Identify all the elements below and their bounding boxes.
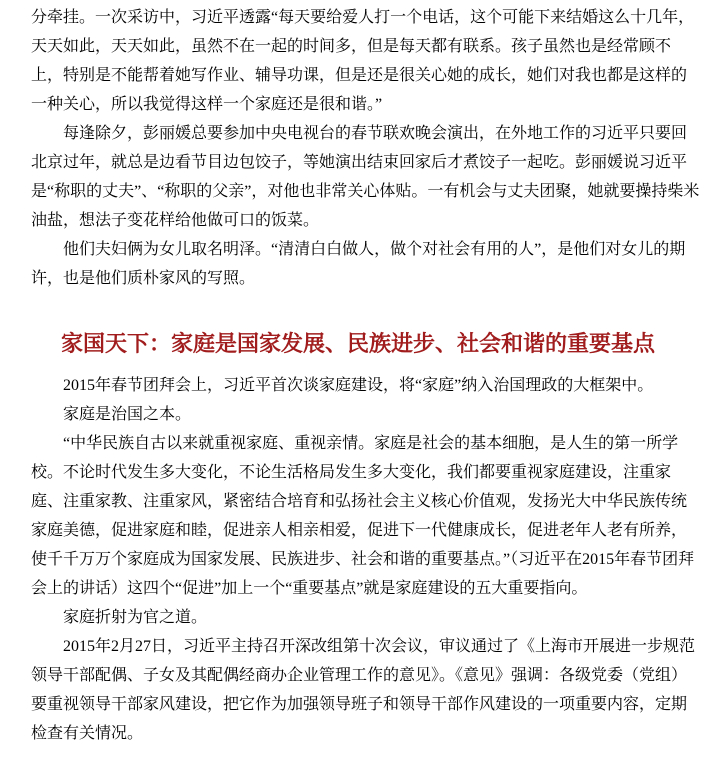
paragraph: 2015年春节团拜会上，习近平首次谈家庭建设，将“家庭”纳入治国理政的大框架中。 xyxy=(63,377,654,394)
paragraph: 每逢除夕，彭丽媛总要参加中央电视台的春节联欢晚会演出，在外地工作的习近平只要回北京过年，就总是边看节目边包饺子，等她演出结束回家后才煮饺子一起吃。彭丽媛说习近平是“称职的丈夫”、“称职的父亲”，对他也非常关心体贴。一有机会与丈夫团聚，她就要操持柴米油盐，想法子变花样给他做可口的饭菜。 xyxy=(31,125,700,229)
paragraph: 2015年2月27日，习近平主持召开深改组第十次会议，审议通过了《上海市开展进一步规范领导干部配偶、子女及其配偶经商办企业管理工作的意见》。《意见》强调：各级党委（党组）要重视领导干部家风建设，把它作为加强领导班子和领导干部作风建设的一项重要内容，定期检查有关情况。 xyxy=(31,638,696,742)
paragraph: 家庭是治国之本。 xyxy=(63,406,192,423)
paragraph-continuation: 分牵挂。一次采访中，习近平透露“每天要给爱人打一个电话，这个可能下来结婚这么十几年，天天如此，天天如此，虽然不在一起的时间多，但是每天都有联系。孩子虽然也是经常顾不上，特别是不能帮着她写作业、辅导功课，但是还是很关心她的成长，她们对我也都是这样的一种关心，所以我觉得这样一个家庭还是很和谐。” xyxy=(31,9,695,113)
paragraph: 他们夫妇俩为女儿取名明泽。“清清白白做人，做个对社会有用的人”，是他们对女儿的期许，也是他们质朴家风的写照。 xyxy=(31,241,686,287)
paragraph: “中华民族自古以来就重视家庭、重视亲情。家庭是社会的基本细胞，是人生的第一所学校。不论时代发生多大变化，不论生活格局发生多大变化，我们都要重视家庭建设，注重家庭、注重家教、注重家风，紧密结合培育和弘扬社会主义核心价值观，发扬光大中华民族传统家庭美德，促进家庭和睦，促进亲人相亲相爱，促进下一代健康成长，促进老年人老有所养，使千千万万个家庭成为国家发展、民族进步、社会和谐的重要基点。”（习近平在2015年春节团拜会上的讲话）这四个“促进”加上一个“重要基点”就是家庭建设的五大重要指向。 xyxy=(31,435,695,597)
paragraph: 家庭折射为官之道。 xyxy=(63,609,208,626)
section-heading: 家国天下：家庭是国家发展、民族进步、社会和谐的重要基点 xyxy=(61,331,656,356)
